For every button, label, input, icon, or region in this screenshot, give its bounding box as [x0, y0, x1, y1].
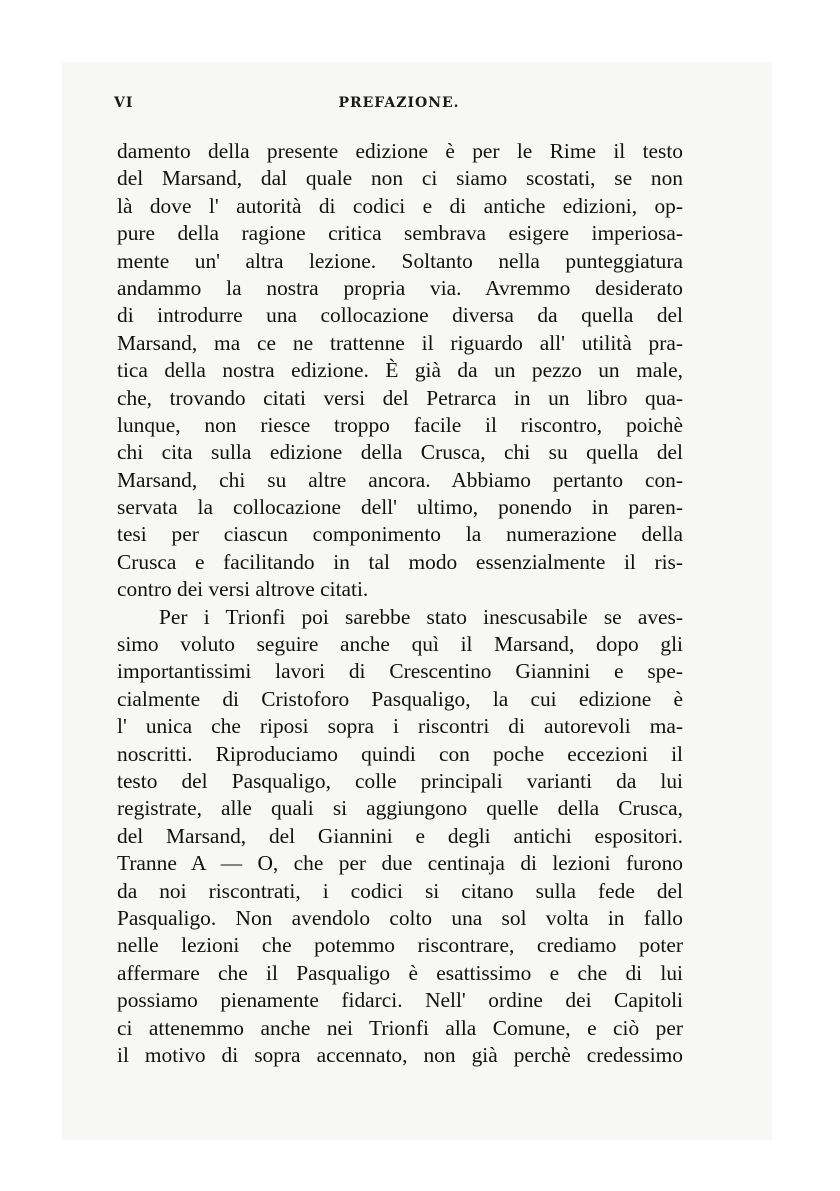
text-line: mente un' altra lezione. Soltanto nella punteggiatura [117, 248, 683, 273]
text-line: lunque, non riesce troppo facile il riscontro, poichè [117, 412, 683, 437]
text-line: di introdurre una collocazione diversa da quella del [117, 303, 683, 328]
text-line: affermare che il Pasqualigo è esattissimo e che di lui [117, 960, 683, 985]
text-line: importantissimi lavori di Crescentino Giannini e spe- [117, 659, 683, 684]
text-line: servata la collocazione dell' ultimo, ponendo in paren- [117, 495, 683, 520]
text-line: possiamo pienamente fidarci. Nell' ordine dei Capitoli [117, 988, 683, 1013]
text-line: pure della ragione critica sembrava esigere imperiosa- [117, 221, 683, 246]
text-line: che, trovando citati versi del Petrarca in un libro qua- [117, 385, 683, 410]
text-line: Marsand, chi su altre ancora. Abbiamo pertanto con- [117, 467, 683, 492]
text-line: testo del Pasqualigo, colle principali varianti da lui [117, 768, 683, 793]
text-line: damento della presente edizione è per le Rime il testo [117, 139, 683, 163]
text-line: simo voluto seguire anche quì il Marsand, dopo gli [117, 632, 683, 657]
body-text [117, 138, 683, 1069]
text-line: registrate, alle quali si aggiungono quelle della Crusca, [117, 796, 683, 821]
text-line: il motivo di sopra accennato, non già perchè credessimo [117, 1042, 683, 1067]
text-line: nelle lezioni che potemmo riscontrare, crediamo poter [117, 933, 683, 958]
text-line: del Marsand, del Giannini e degli antichi espositori. [117, 823, 683, 848]
text-line: del Marsand, dal quale non ci siamo scostati, se non [117, 166, 683, 191]
text-line: Crusca e facilitando in tal modo essenzialmente il ris- [117, 549, 683, 574]
text-line: contro dei versi altrove citati. [117, 577, 369, 602]
text-line: andammo la nostra propria via. Avremmo desiderato [117, 275, 683, 300]
text-line: l' unica che riposi sopra i riscontri di autorevoli ma- [117, 714, 683, 739]
page-number: VI [114, 95, 134, 111]
text-line: chi cita sulla edizione della Crusca, chi su quella del [117, 440, 683, 465]
text-line: noscritti. Riproduciamo quindi con poche eccezioni il [117, 741, 683, 766]
text-line: da noi riscontrati, i codici si citano sulla fede del [117, 878, 683, 903]
text-line: ci attenemmo anche nei Trionfi alla Comune, e ciò per [117, 1015, 683, 1040]
running-title: PREFAZIONE. [338, 95, 460, 111]
text-line: Pasqualigo. Non avendolo colto una sol volta in fallo [117, 905, 683, 930]
text-line: Marsand, ma ce ne trattenne il riguardo all' utilità pra- [117, 330, 683, 355]
text-line: Tranne A — O, che per due centinaja di lezioni furono [117, 851, 683, 876]
text-line: tica della nostra edizione. È già da un pezzo un male, [117, 358, 683, 383]
text-line: là dove l' autorità di codici e di antiche edizioni, op- [117, 193, 683, 218]
text-line: cialmente di Cristoforo Pasqualigo, la cui edizione è [117, 686, 683, 711]
text-line: Per i Trionfi poi sarebbe stato inescusabile se aves- [159, 604, 683, 629]
text-line: tesi per ciascun componimento la numerazione della [117, 522, 683, 547]
